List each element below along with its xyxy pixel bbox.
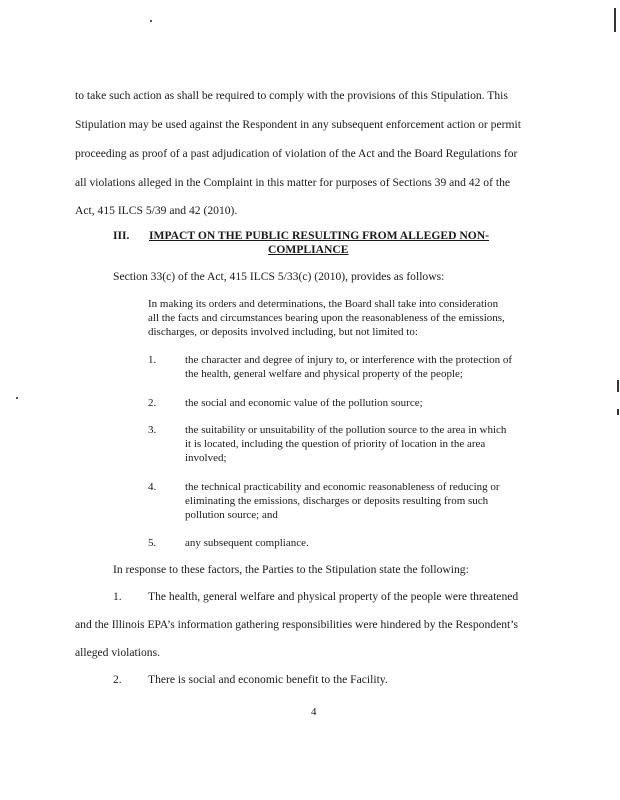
factor-text: eliminating the emissions, discharges or deposits resulting from such — [185, 495, 489, 507]
scan-speck — [150, 20, 152, 22]
factor-text: any subsequent compliance. — [185, 537, 309, 549]
factor-number: 2. — [148, 397, 157, 409]
scan-edge-mark — [617, 409, 619, 415]
factor-text: the suitability or unsuitability of the pollution source to the area in which — [185, 424, 507, 436]
factor-text: the health, general welfare and physical property of the people; — [185, 368, 463, 380]
section-intro: Section 33(c) of the Act, 415 ILCS 5/33(c) (2010), provides as follows: — [113, 270, 445, 283]
scan-edge-mark — [614, 8, 616, 32]
factor-text: the character and degree of injury to, or interference with the protection of — [185, 354, 513, 366]
factor-text: pollution source; and — [185, 509, 278, 521]
response-text: and the Illinois EPA’s information gathering responsibilities were hindered by the Respondent’s — [75, 618, 518, 631]
factor-number: 3. — [148, 424, 157, 436]
section-title-cont: COMPLIANCE — [268, 243, 349, 256]
factor-text: it is located, including the question of priority of location in the area — [185, 438, 486, 450]
body-line: all violations alleged in the Complaint in this matter for purposes of Sections 39 and 42 of the — [75, 176, 511, 189]
body-line: proceeding as proof of a past adjudication of violation of the Act and the Board Regulations for — [75, 147, 518, 160]
response-text: alleged violations. — [75, 646, 161, 659]
section-title: IMPACT ON THE PUBLIC RESULTING FROM ALLEGED NON- — [149, 229, 490, 242]
page-number: 4 — [311, 706, 317, 718]
response-intro: In response to these factors, the Parties to the Stipulation state the following: — [113, 563, 469, 576]
factor-text: the social and economic value of the pollution source; — [185, 397, 423, 409]
response-text: There is social and economic benefit to the Facility. — [148, 673, 388, 686]
response-text: The health, general welfare and physical property of the people were threatened — [148, 590, 519, 603]
quote-line: In making its orders and determinations, the Board shall take into consideration — [148, 298, 499, 310]
response-number: 2. — [113, 673, 122, 686]
factor-number: 4. — [148, 481, 157, 493]
scan-speck — [16, 397, 18, 399]
factor-text: involved; — [185, 452, 227, 464]
quote-line: all the facts and circumstances bearing upon the reasonableness of the emissions, — [148, 312, 505, 324]
factor-number: 1. — [148, 354, 157, 366]
body-line: Act, 415 ILCS 5/39 and 42 (2010). — [75, 204, 238, 217]
body-line: Stipulation may be used against the Respondent in any subsequent enforcement action or permit — [75, 118, 521, 131]
quote-line: discharges, or deposits involved including, but not limited to: — [148, 326, 418, 338]
section-number: III. — [113, 229, 130, 242]
body-line: to take such action as shall be required to comply with the provisions of this Stipulation. This — [75, 89, 508, 102]
factor-text: the technical practicability and economic reasonableness of reducing or — [185, 481, 500, 493]
response-number: 1. — [113, 590, 122, 603]
factor-number: 5. — [148, 537, 157, 549]
scan-edge-mark — [617, 380, 619, 392]
